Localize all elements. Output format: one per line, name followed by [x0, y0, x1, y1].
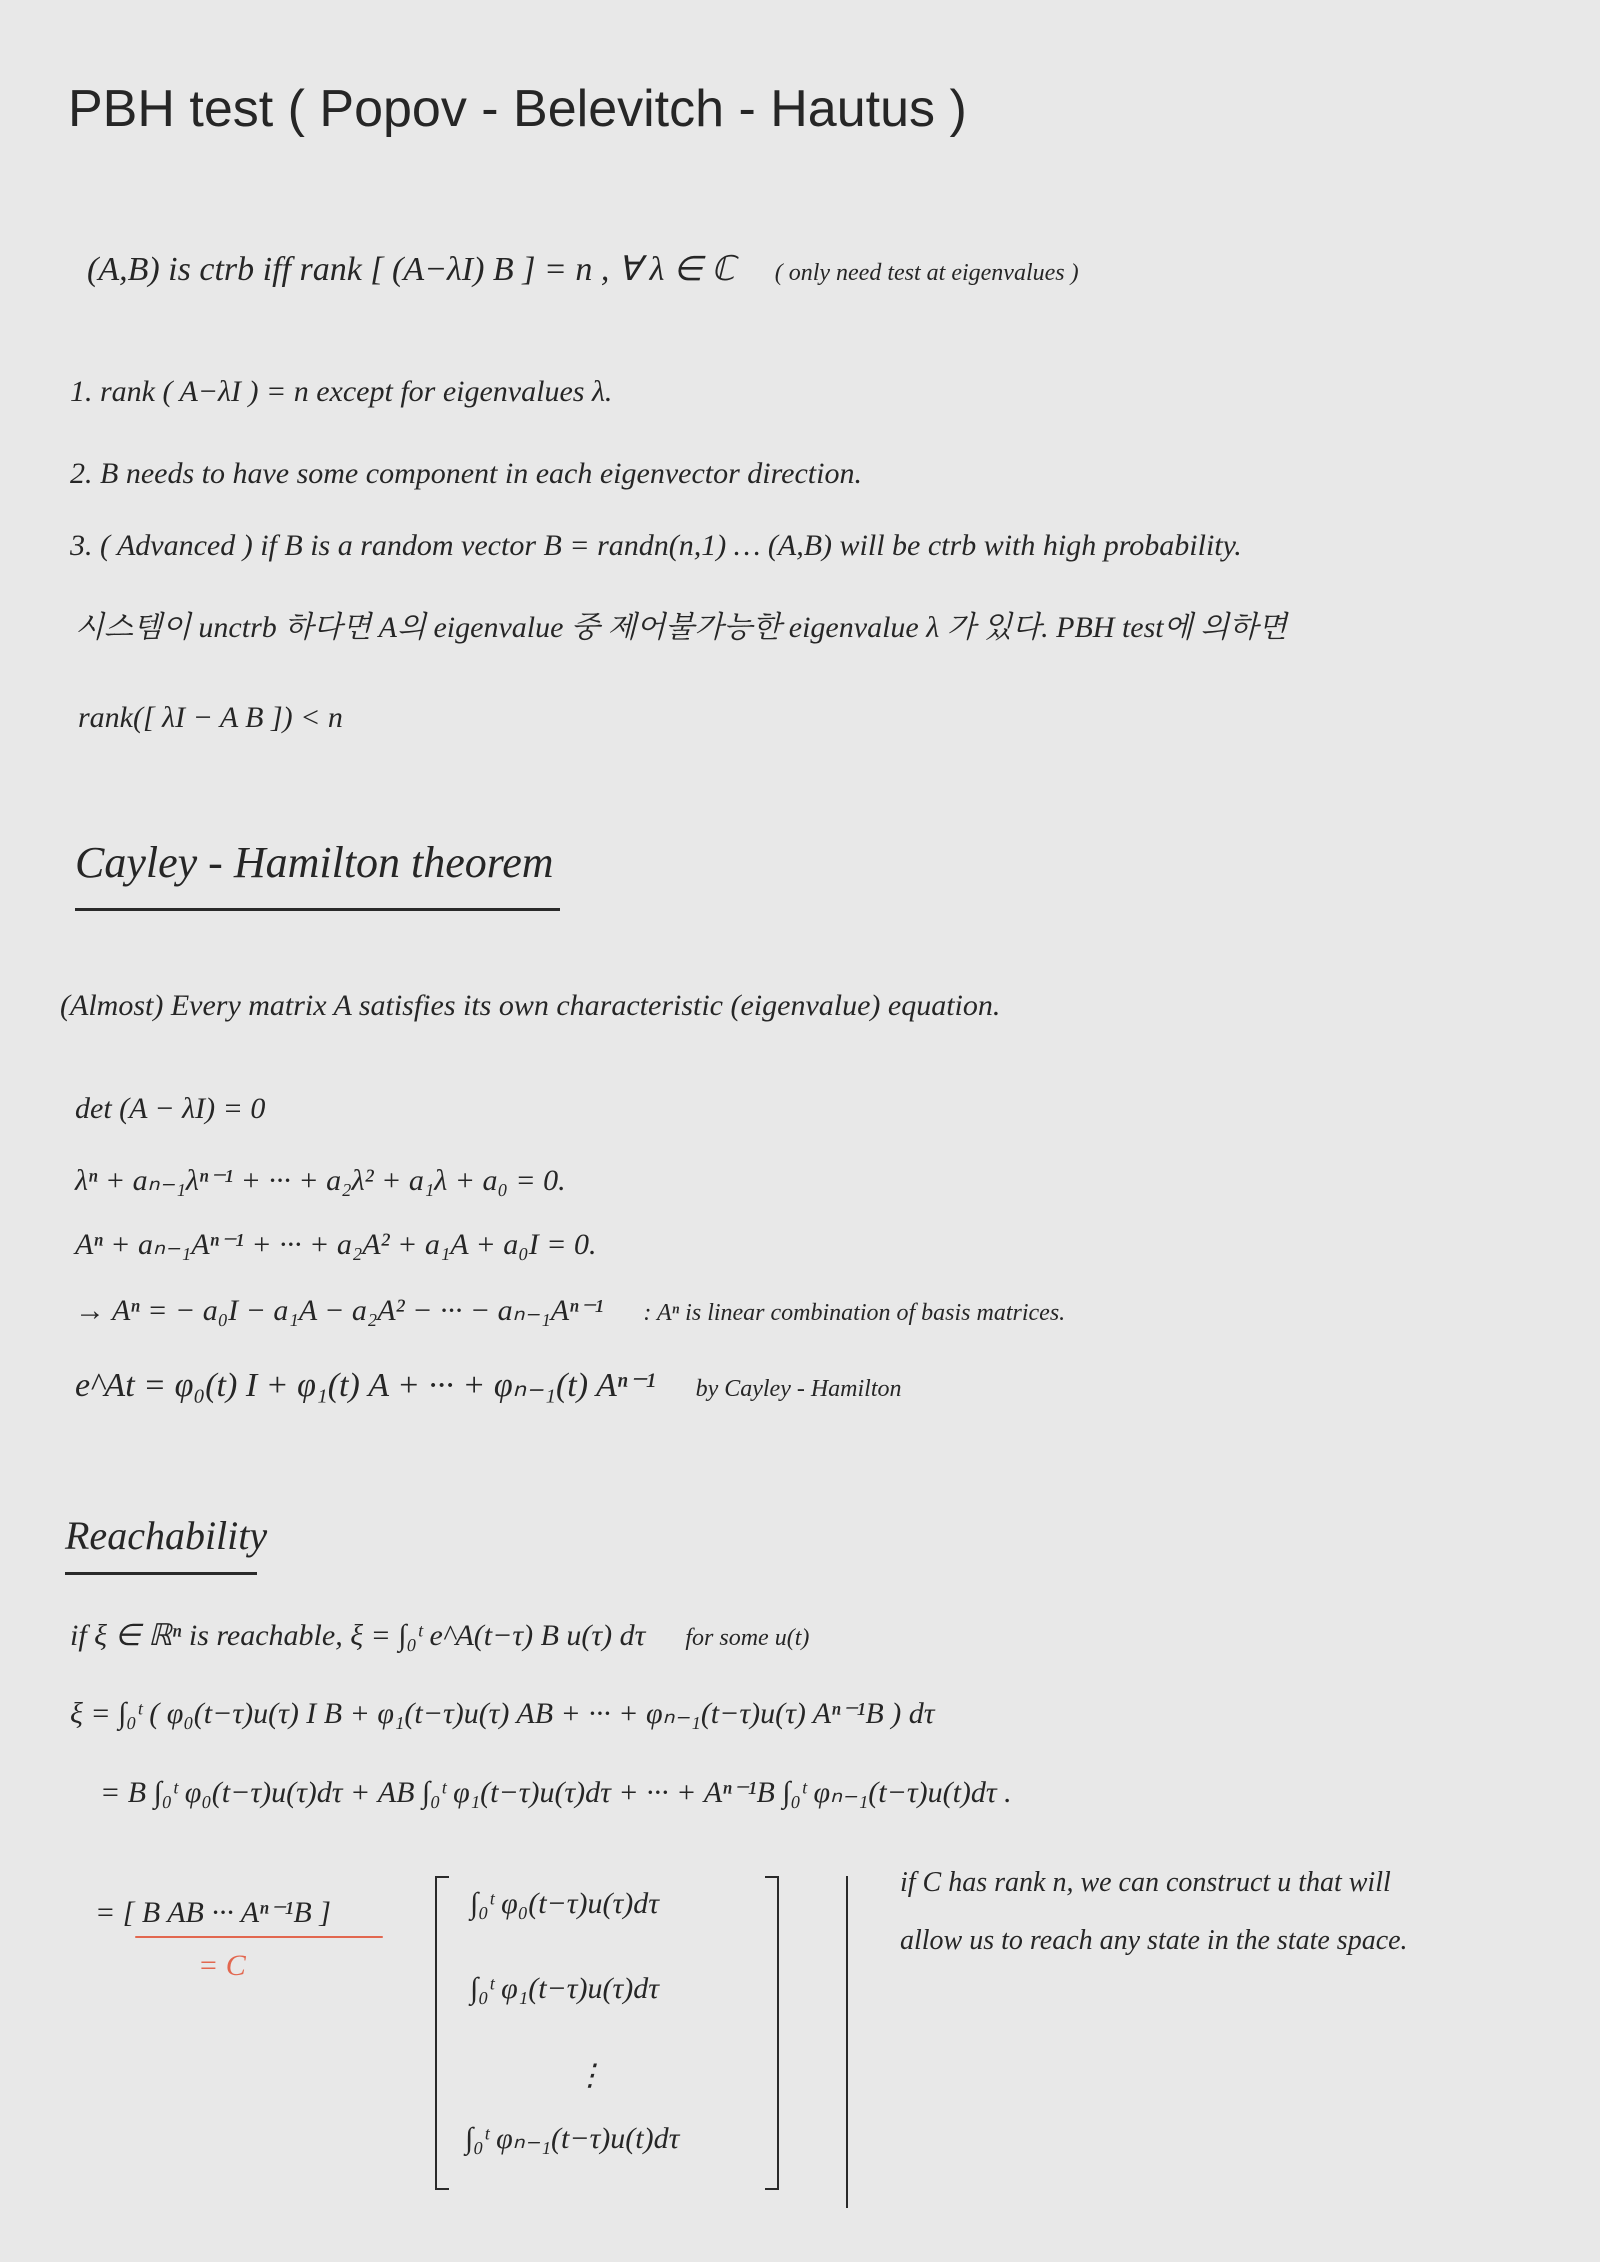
cayley-eq-4: → Aⁿ = − a₀I − a₁A − a₂A² − ··· − aₙ₋₁Aⁿ⁻¹ — [75, 1294, 604, 1327]
cayley-underline — [75, 908, 560, 911]
cayley-eq-3: Aⁿ + aₙ₋₁Aⁿ⁻¹ + ··· + a₂A² + a₁A + a₀I = 0. — [75, 1228, 597, 1261]
vector-left-bracket — [435, 1876, 449, 2190]
reach-underline — [65, 1572, 257, 1575]
reach-line-1-note: for some u(t) — [685, 1625, 810, 1651]
reach-line-1: if ξ ∈ ℝⁿ is reachable, ξ = ∫₀ᵗ e^A(t−τ) B u(τ) dτ — [70, 1619, 646, 1652]
reach-line-2: ξ = ∫₀ᵗ ( φ₀(t−τ)u(τ) I B + φ₁(t−τ)u(τ) AB + ··· + φₙ₋₁(t−τ)u(τ) Aⁿ⁻¹B ) dτ — [70, 1697, 935, 1730]
pbh-korean-note: 시스템이 unctrb 하다면 A의 eigenvalue 중 제어불가능한 eigenvalue λ 가 있다. PBH test에 의하면 — [75, 611, 1288, 644]
vector-entry-ellipsis: ⋮ — [575, 2059, 605, 2092]
pbh-statement-row — [87, 252, 1079, 288]
cayley-linear-note: : Aⁿ is linear combination of basis matrices. — [643, 1300, 1066, 1326]
pbh-statement: (A,B) is ctrb iff rank [ (A−λI) B ] = n , ∀ λ ∈ ℂ — [87, 251, 735, 288]
vector-right-bracket — [765, 1876, 779, 2190]
reach-side-note-1: if C has rank n, we can construct u that will — [900, 1867, 1391, 1898]
pbh-item-1: 1. rank ( A−λI ) = n except for eigenvalues λ. — [70, 375, 613, 408]
pbh-rank-condition: rank([ λI − A B ]) < n — [78, 701, 343, 734]
cayley-eq-5: e^At = φ₀(t) I + φ₁(t) A + ··· + φₙ₋₁(t) Aⁿ⁻¹ — [75, 1367, 656, 1404]
cayley-eq-2: λⁿ + aₙ₋₁λⁿ⁻¹ + ··· + a₂λ² + a₁λ + a₀ = 0. — [75, 1164, 566, 1197]
cayley-title: Cayley - Hamilton theorem — [75, 838, 554, 887]
pbh-note: ( only need test at eigenvalues ) — [774, 260, 1079, 286]
reach-line-1-row — [70, 1620, 809, 1652]
cayley-by-note: by Cayley - Hamilton — [695, 1376, 902, 1402]
cayley-statement: (Almost) Every matrix A satisfies its own characteristic (eigenvalue) equation. — [60, 989, 1001, 1022]
divider-line — [846, 1876, 848, 2208]
cayley-eq-4-row — [75, 1295, 1065, 1327]
cayley-eq-1: det (A − λI) = 0 — [75, 1092, 266, 1125]
vector-entry-1: ∫₀ᵗ φ₁(t−τ)u(τ)dτ — [470, 1972, 659, 2005]
cayley-eq-5-row — [75, 1368, 902, 1404]
vector-entry-0: ∫₀ᵗ φ₀(t−τ)u(τ)dτ — [470, 1887, 659, 1920]
ctrb-red-underline — [135, 1936, 383, 1938]
reach-side-note-2: allow us to reach any state in the state space. — [900, 1925, 1408, 1956]
pbh-item-2: 2. B needs to have some component in each eigenvector direction. — [70, 457, 862, 490]
reach-line-3: = B ∫₀ᵗ φ₀(t−τ)u(τ)dτ + AB ∫₀ᵗ φ₁(t−τ)u(τ)dτ + ··· + Aⁿ⁻¹B ∫₀ᵗ φₙ₋₁(t−τ)u(t)dτ . — [100, 1776, 1012, 1809]
pbh-item-3: 3. ( Advanced ) if B is a random vector B = randn(n,1) … (A,B) will be ctrb with high probability. — [70, 529, 1242, 562]
pbh-title: PBH test ( Popov - Belevitch - Hautus ) — [68, 80, 967, 138]
vector-entry-last: ∫₀ᵗ φₙ₋₁(t−τ)u(t)dτ — [465, 2122, 680, 2155]
reach-title: Reachability — [65, 1513, 268, 1558]
ctrb-label: = C — [198, 1949, 246, 1982]
reach-ctrb-matrix: = [ B AB ··· Aⁿ⁻¹B ] — [95, 1896, 331, 1929]
